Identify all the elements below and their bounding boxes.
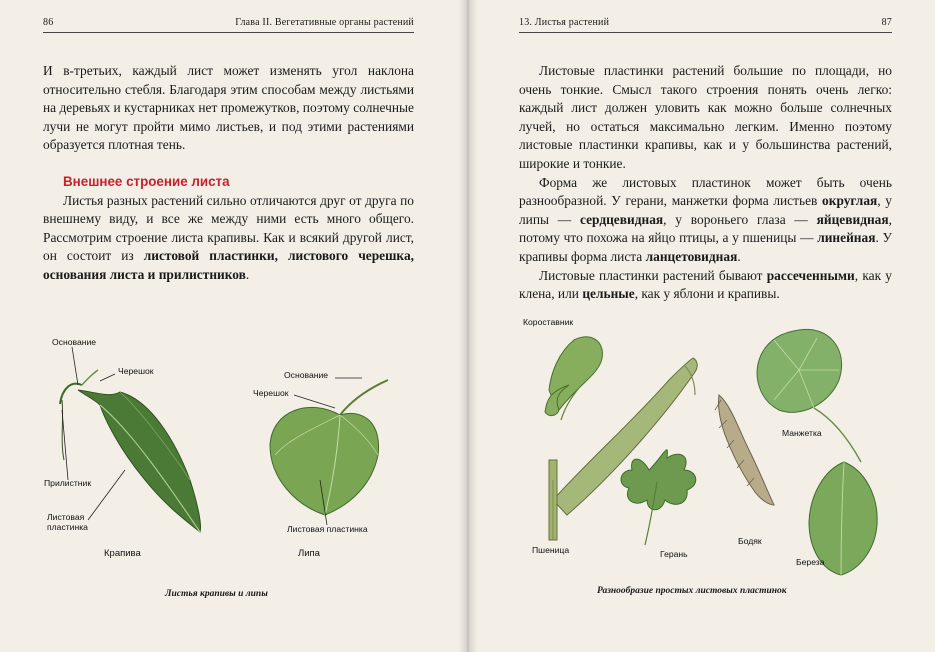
geran-leaf-drawing (621, 450, 696, 545)
korostavnik-leaf-drawing (545, 337, 602, 420)
paragraph: Листовые пластинки растений большие по площади, но очень тонкие. Смысл такого строения понять очень легко: каждый лист должен уловить как можно больше солнечных лучей, но остаться максимально легким. Именно поэтому листовые пластинки крапивы, как и у большинства растений, широкие и тонкие. (519, 63, 892, 171)
section-subheading: Внешнее строение листа (63, 173, 230, 189)
book-gutter (458, 0, 478, 652)
label-korostavnik: Короставник (523, 317, 574, 327)
running-head-right: 13. Листья растений (519, 17, 610, 28)
label-lipa: Липа (298, 548, 320, 559)
page-number-right: 87 (881, 17, 892, 28)
manzhetka-leaf-drawing (757, 329, 861, 462)
label-krapiva: Крапива (104, 548, 141, 559)
label-chereshok: Черешок (118, 366, 154, 376)
left-page (0, 0, 466, 652)
figure-caption-left: Листья крапивы и липы (165, 589, 268, 599)
running-head-left: Глава II. Вегетативные органы растений (235, 17, 414, 28)
label-bodyak: Бодяк (738, 536, 762, 546)
nettle-linden-illustration (0, 0, 466, 652)
label-osnovanie: Основание (52, 337, 97, 347)
label-listovaya-plastinka: Листовая пластинка (47, 512, 88, 532)
paragraph: Листовые пластинки растений бывают рассеченными, как у клена, или цельные, как у яблони и крапивы. (519, 267, 892, 302)
figure-caption-right: Разнообразие простых листовых пластинок (597, 586, 787, 596)
nettle-leaf-drawing (60, 370, 201, 532)
label-prilistnik: Прилистник (44, 478, 92, 488)
label-manzhetka: Манжетка (782, 428, 822, 438)
label-osnovanie-linden: Основание (284, 370, 329, 380)
label-pshenitsa: Пшеница (532, 545, 570, 555)
paragraph: Форма же листовых пластинок может быть очень разнообразной. У герани, манжетки форма листьев округлая, у липы — сердцевидная, у вороньего глаза — яйцевидная, потому что похожа на яйцо птицы, а у пшеницы — линейная. У крапивы форма листа ланцетовидная. (519, 174, 892, 264)
linden-leaf-drawing (270, 380, 388, 515)
page-number-left: 86 (43, 17, 54, 28)
label-listovaya-plastinka-linden: Листовая пластинка (287, 524, 368, 534)
paragraph: Листья разных растений сильно отличаются друг от друга по внешнему виду, и все же между ними есть много общего. Рассмотрим строение листа крапивы. Как и всякий другой лист, он состоит из листовой пластинки, листового черешка, основания листа и прилистников. (43, 192, 414, 282)
label-bereza: Береза (796, 557, 825, 567)
label-chereshok-linden: Черешок (253, 388, 289, 398)
label-geran: Герань (660, 549, 688, 559)
bodyak-leaf-drawing (715, 395, 774, 505)
paragraph: И в-третьих, каждый лист может изменять угол наклона относительно стебля. Благодаря этим способам между листьями на деревьях и кустарниках нет промежутков, поэтому солнечные лучи не могут пройти мимо листьев, и под этими растениями образуется плотная тень. (43, 63, 414, 153)
right-page (469, 0, 935, 652)
